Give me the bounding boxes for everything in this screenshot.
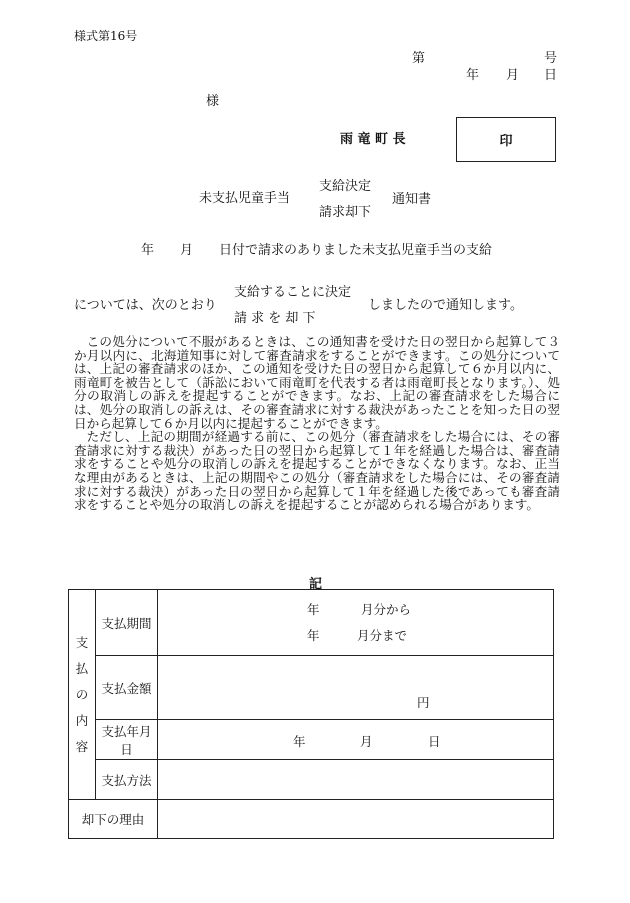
payment-method-value-cell[interactable] — [158, 760, 554, 800]
date-year: 年 — [466, 68, 480, 83]
intro-line2-prefix: については、次のとおり — [74, 298, 217, 313]
period-value-cell[interactable]: 年 月分から 年 月分まで — [158, 590, 554, 656]
intro-line1: 日付で請求のありました未支払児童手当の支給 — [219, 243, 493, 258]
date-month: 月 — [506, 68, 520, 83]
payment-date-value-cell[interactable]: 年 月 日 — [158, 720, 554, 760]
seal-box — [456, 117, 556, 162]
appeal-paragraph-1: この処分について不服があるときは、この通知書を受けた日の翌日から起算して３か月以内に、北海道知事に対して審査請求をすることができます。この処分については、上記の審査請求のほか、この通知を受けた日の翌日から起算して６か月以内に、雨竜町を被告として（訴訟において雨竜町を代表する者は雨竜町長となります。）、処分の取消しの訴えを提起することができます。なお、上記の審査請求をした場合には、処分の取消しの訴えは、その審査請求に対する裁決があったことを知った日の翌日から起算して６か月以内に提起することができます。 — [74, 334, 560, 431]
appeal-paragraph-2: ただし、上記の期間が経過する前に、この処分（審査請求をした場合には、その審査請求に対する裁決）があった日の翌日から起算して１年を経過した場合は、審査請求をすることや処分の取消しの訴えを提起することができなくなります。なお、正当な理由があるときは、上記の期間やこの処分（審査請求をした場合には、その審査請求に対する裁決）があった日の翌日から起算して１年を経過した後であっても審査請求をすることや処分の取消しの訴えを提起することが認められる場合があります。 — [74, 429, 560, 513]
intro-option-reject: 請 求 を 却 下 — [234, 311, 316, 326]
intro-year: 年 — [141, 243, 155, 258]
amount-value-cell[interactable]: 円 — [158, 656, 554, 720]
intro-month: 月 — [180, 243, 194, 258]
amount-label: 支払金額 — [96, 656, 158, 720]
date-day: 日 — [544, 68, 558, 83]
payment-content-label: 支 払 の 内 容 — [69, 590, 96, 800]
rejection-reason-label: 却下の理由 — [69, 800, 158, 839]
form-number: 様式第16号 — [74, 29, 138, 43]
payment-detail-table — [68, 589, 554, 839]
intro-line2-suffix: しましたので通知します。 — [368, 298, 523, 313]
title-option-approve: 支給決定 — [319, 179, 372, 194]
period-label: 支払期間 — [96, 590, 158, 656]
title-left: 未支払児童手当 — [199, 191, 291, 206]
appeal-notice — [74, 335, 560, 512]
issuer: 雨 竜 町 長 — [340, 132, 406, 147]
number-prefix: 第 — [412, 51, 426, 66]
ki-heading: 記 — [309, 577, 323, 592]
rejection-reason-value-cell[interactable] — [158, 800, 554, 839]
title-right: 通知書 — [392, 192, 432, 207]
seal-label: 印 — [499, 134, 513, 149]
number-suffix: 号 — [544, 51, 558, 66]
addressee-suffix: 様 — [206, 94, 220, 109]
payment-method-label: 支払方法 — [96, 760, 158, 800]
payment-date-label: 支払年月日 — [96, 720, 158, 760]
intro-option-approve: 支給することに決定 — [234, 285, 352, 300]
title-option-reject: 請求却下 — [319, 205, 372, 220]
